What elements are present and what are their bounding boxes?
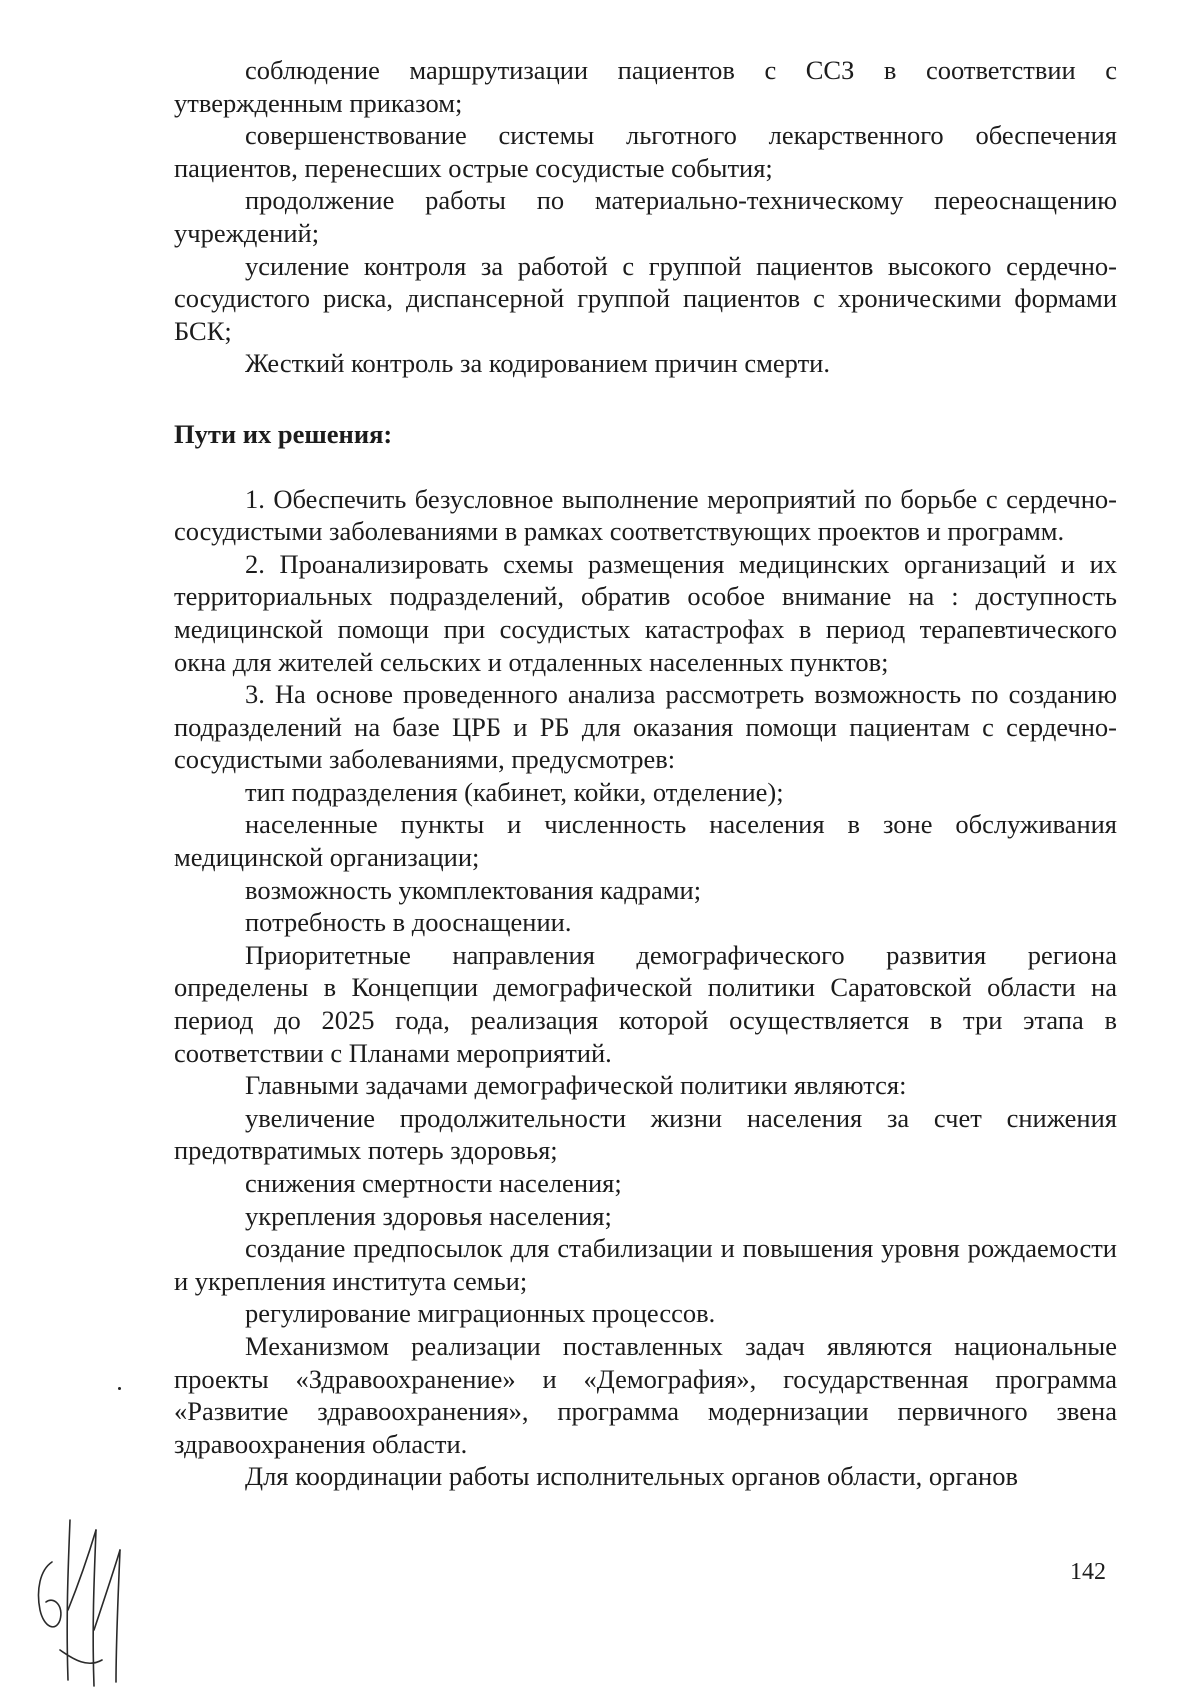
paragraph-priorities: Приоритетные направления демографического развития региона определены в Концепции демографической политики Саратовской области на период до 2025 года, реализация которой осуществляется в три этапа в соответствии с Планами мероприятий. [174,939,1117,1068]
paragraph-item-2: 2. Проанализировать схемы размещения медицинских организаций и их территориальных подразделений, обратив особое внимание на : доступность медицинской помощи при сосудистых катастрофах в период терапевтического окна для жителей сельских и отдаленных населенных пунктов; [174,548,1117,677]
paragraph-main-tasks: Главными задачами демографической политики являются: [245,1070,907,1101]
paragraph-coordination: Для координации работы исполнительных органов области, органов [245,1461,1018,1492]
paragraph-item-3: 3. На основе проведенного анализа рассмотреть возможность по созданию подразделений на базе ЦРБ и РБ для оказания помощи пациентам с сердечно-сосудистыми заболеваниями, предусмотрев: [174,679,1117,775]
paragraph-life-expectancy: увеличение продолжительности жизни населения за счет снижения предотвратимых потерь здоровья; [174,1102,1117,1166]
paragraph-item-1: 1. Обеспечить безусловное выполнение мероприятий по борьбе с сердечно-сосудистыми заболеваниями в рамках соответствующих проектов и программ. [174,483,1117,547]
paragraph-birth-rate: создание предпосылок для стабилизации и повышения уровня рождаемости и укрепления института семьи; [174,1233,1117,1296]
paragraph-health: укрепления здоровья населения; [245,1200,612,1231]
paragraph-equipment: продолжение работы по материально-техническому переоснащению учреждений; [174,185,1117,248]
scan-speck [118,1387,121,1390]
spacer [174,380,1117,418]
paragraph-staffing: возможность укомплектования кадрами; [245,874,702,905]
handwritten-signature [30,1510,130,1690]
section-heading: Пути их решения: [174,418,393,449]
paragraph-settlements: населенные пункты и численность населения в зоне обслуживания медицинской организации; [174,809,1117,873]
page-number: 142 [1070,1559,1106,1585]
paragraph-death-coding: Жесткий контроль за кодированием причин смерти. [245,348,830,379]
paragraph-routing: соблюдение маршрутизации пациентов с ССЗ в соответствии с утвержденным приказом; [174,55,1117,118]
paragraph-migration: регулирование миграционных процессов. [245,1298,716,1329]
document-page [174,54,1117,1493]
paragraph-unit-type: тип подразделения (кабинет, койки, отделение); [245,776,784,807]
paragraph-mechanism: Механизмом реализации поставленных задач являются национальные проекты «Здравоохранение» и «Демография», государственная программа «Развитие здравоохранения», программа модернизации первичного звена здравоохранения области. [174,1330,1117,1459]
paragraph-drug-supply: совершенствование системы льготного лекарственного обеспечения пациентов, перенесших острые сосудистые события; [174,120,1117,183]
spacer [174,451,1117,483]
paragraph-equipment-need: потребность в дооснащении. [245,907,572,938]
paragraph-mortality: снижения смертности населения; [245,1168,622,1198]
paragraph-risk-control: усиление контроля за работой с группой пациентов высокого сердечно-сосудистого риска, диспансерной группой пациентов с хроническими формами БСК; [174,250,1117,346]
